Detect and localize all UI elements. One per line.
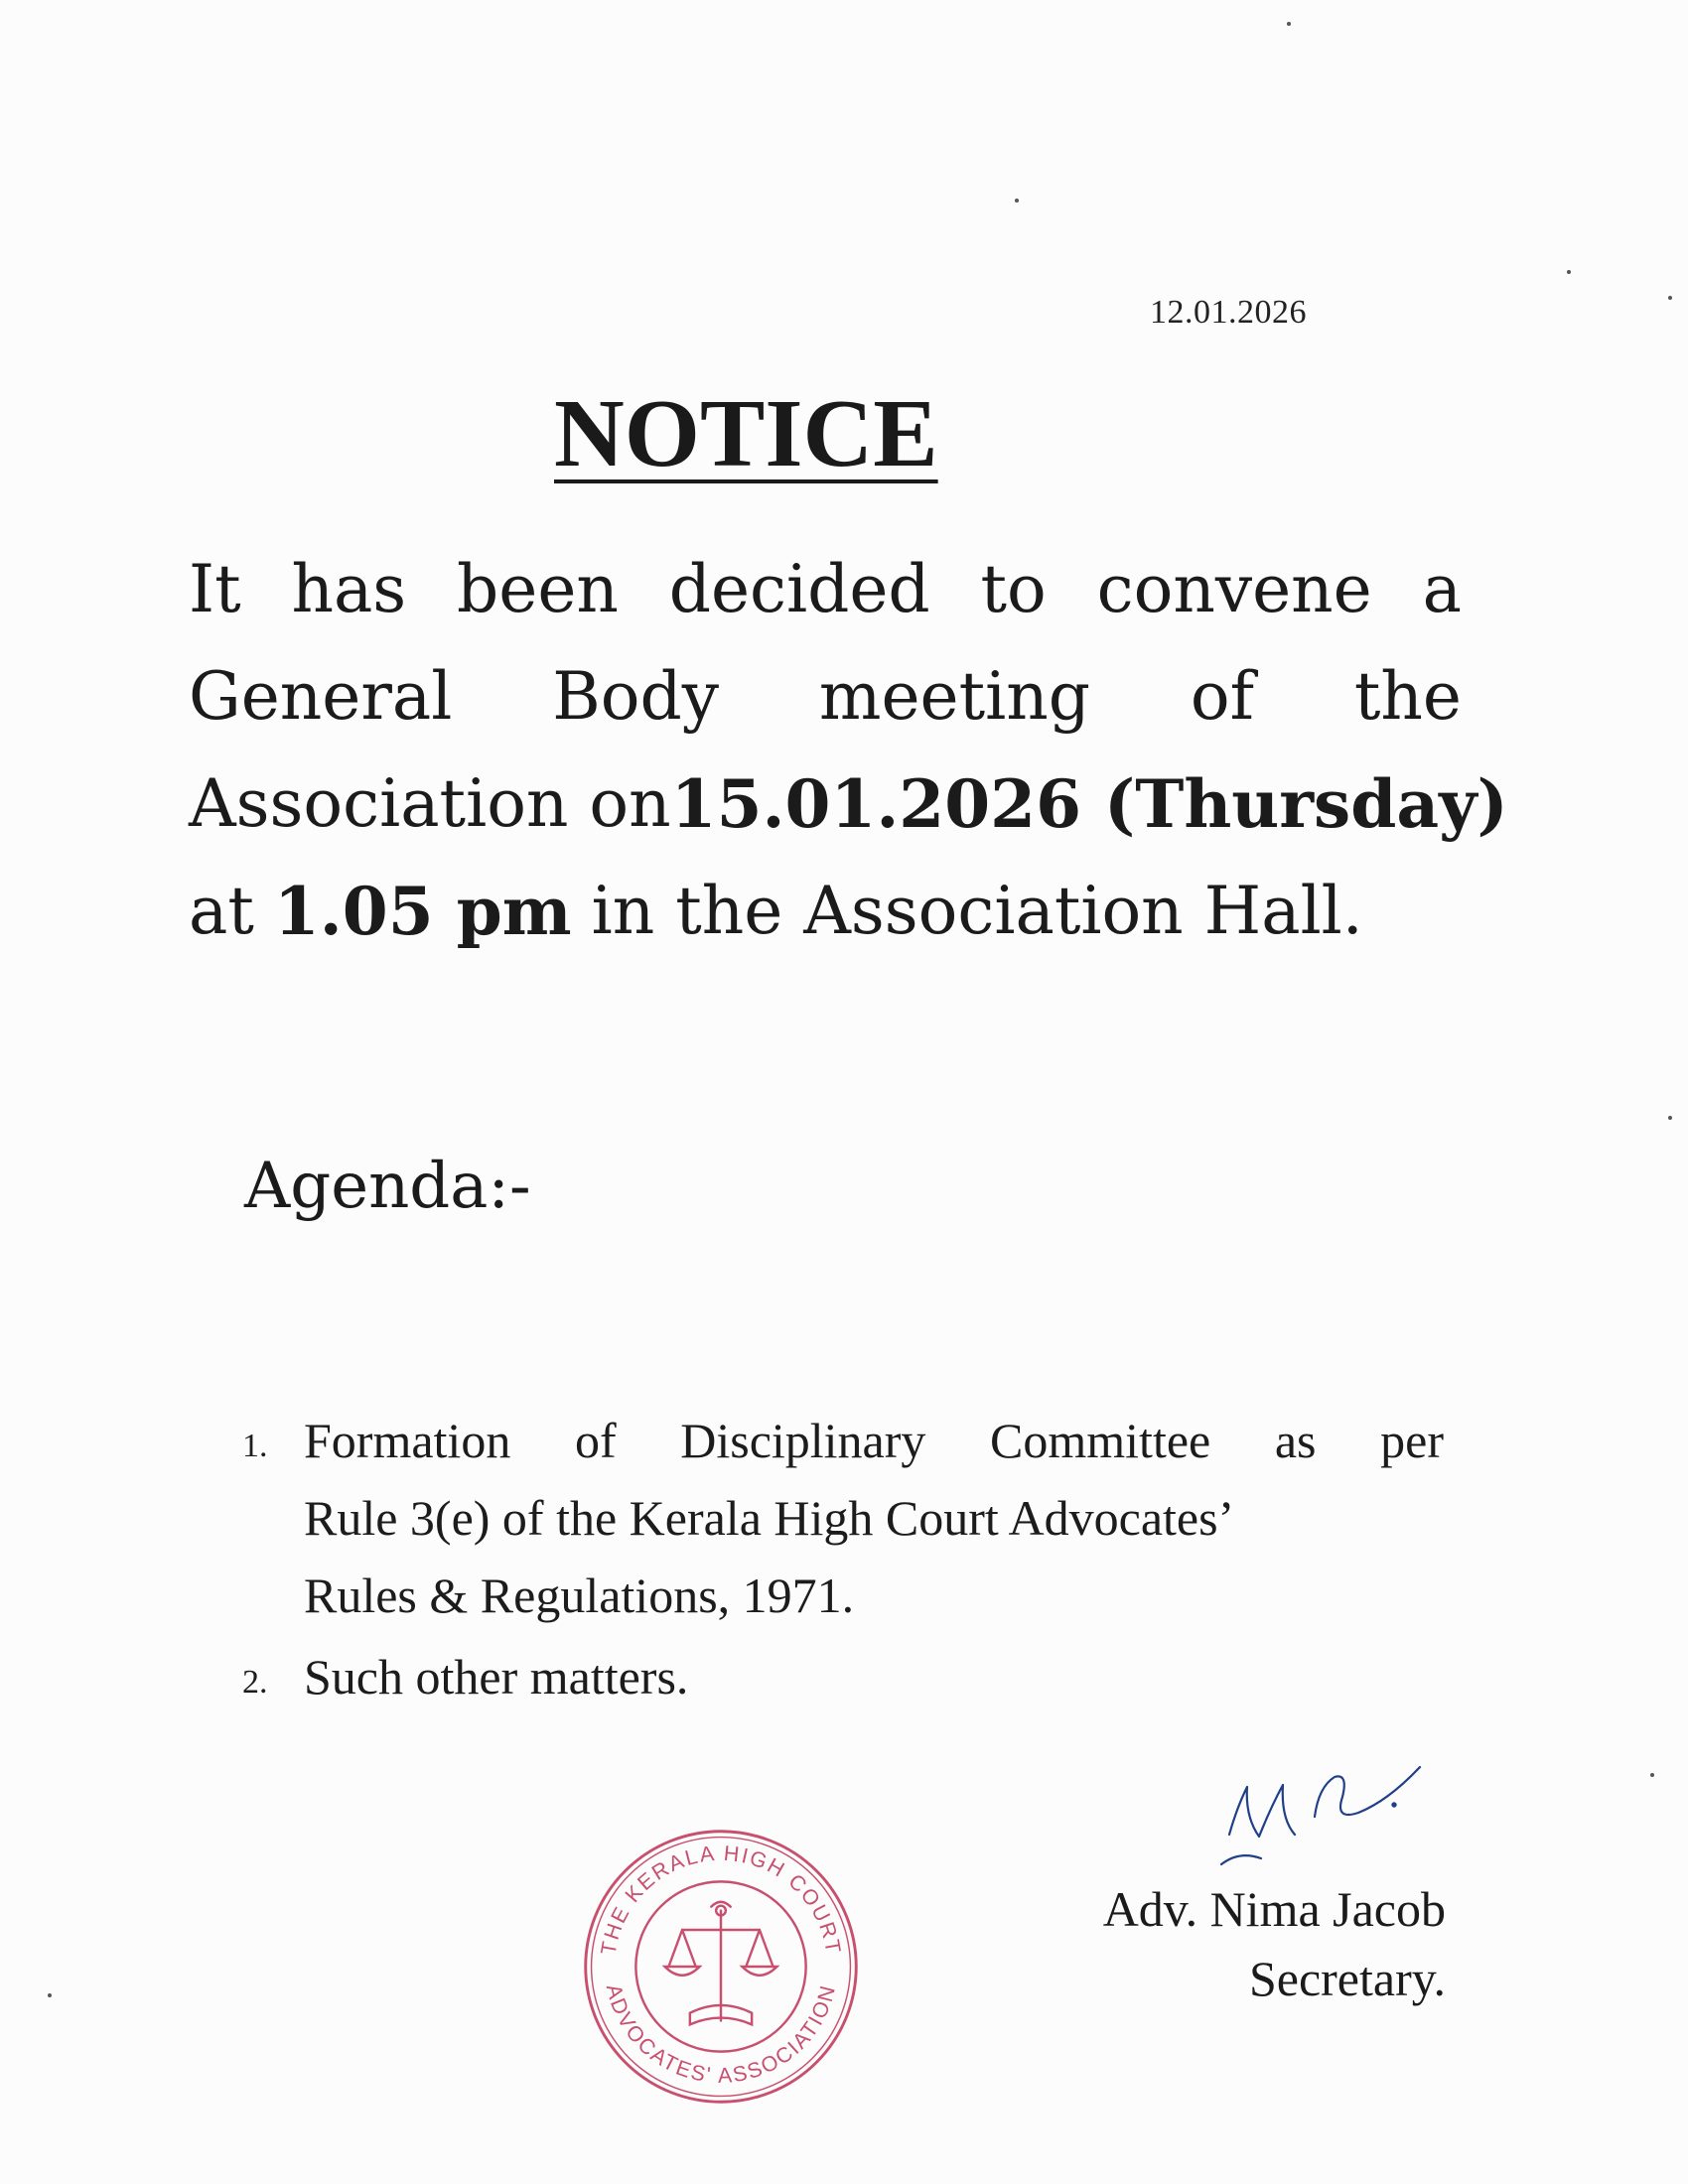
- agenda-list: [242, 1402, 1444, 1721]
- agenda-word: Formation: [304, 1413, 511, 1468]
- agenda-item-text: [304, 1402, 1444, 1634]
- meeting-time: 1.05 pm: [273, 873, 572, 950]
- signatory-block: [1103, 1874, 1446, 2013]
- notice-date: 12.01.2026: [1150, 294, 1307, 331]
- agenda-item-number: 2.: [242, 1664, 268, 1701]
- notice-body: [189, 536, 1508, 965]
- body-word: convene: [1096, 551, 1372, 627]
- body-word: a: [1422, 551, 1462, 627]
- agenda-word: as: [1274, 1413, 1317, 1468]
- agenda-item-number: 1.: [242, 1428, 268, 1464]
- body-word: decided: [668, 551, 930, 627]
- body-word: been: [457, 551, 619, 627]
- body-text: at: [189, 873, 254, 949]
- scan-speck: [1668, 296, 1672, 300]
- body-word: to: [980, 551, 1047, 627]
- svg-text:THE KERALA HIGH COURT: THE KERALA HIGH COURT: [596, 1841, 846, 1957]
- agenda-item: [242, 1402, 1444, 1634]
- body-line-3: [189, 751, 1508, 858]
- svg-text:ADVOCATES' ASSOCIATION: ADVOCATES' ASSOCIATION: [601, 1981, 841, 2089]
- agenda-item: [242, 1638, 1444, 1721]
- body-word: of: [1190, 658, 1255, 735]
- agenda-line: [304, 1402, 1444, 1479]
- agenda-heading: Agenda:-: [244, 1150, 531, 1223]
- agenda-line: Rule 3(e) of the Kerala High Court Advocates’: [304, 1490, 1235, 1546]
- body-line-4: [189, 858, 1462, 965]
- body-word: General: [189, 658, 453, 735]
- agenda-line: Rules & Regulations, 1971.: [304, 1568, 855, 1623]
- signatory-name: Adv. Nima Jacob: [1102, 1881, 1446, 1937]
- agenda-word: of: [574, 1413, 617, 1468]
- agenda-word: Committee: [990, 1413, 1211, 1468]
- signatory-title: Secretary.: [1248, 1951, 1446, 2006]
- body-text: in the Association Hall.: [591, 873, 1363, 949]
- agenda-line: Such other matters.: [304, 1649, 689, 1705]
- notice-title: NOTICE: [554, 380, 938, 487]
- scan-speck: [1650, 1773, 1654, 1777]
- scan-speck: [1668, 1116, 1672, 1120]
- agenda-item-text: [304, 1638, 1444, 1715]
- body-word: meeting: [818, 658, 1090, 735]
- agenda-word: Disciplinary: [680, 1413, 926, 1468]
- scan-speck: [48, 1993, 52, 1997]
- body-word: the: [1353, 658, 1462, 735]
- body-line-2: [189, 643, 1462, 751]
- agenda-word: per: [1380, 1413, 1444, 1468]
- scan-speck: [1015, 199, 1019, 203]
- body-line-1: [189, 536, 1462, 643]
- association-seal-icon: [576, 1822, 866, 2112]
- body-word: has: [291, 551, 407, 627]
- body-word: It: [189, 551, 241, 627]
- scan-speck: [1567, 270, 1571, 274]
- meeting-date: 15.01.2026 (Thursday): [670, 765, 1508, 843]
- scan-speck: [1287, 22, 1291, 26]
- body-word: Body: [552, 658, 720, 735]
- body-text: Association on: [189, 765, 671, 842]
